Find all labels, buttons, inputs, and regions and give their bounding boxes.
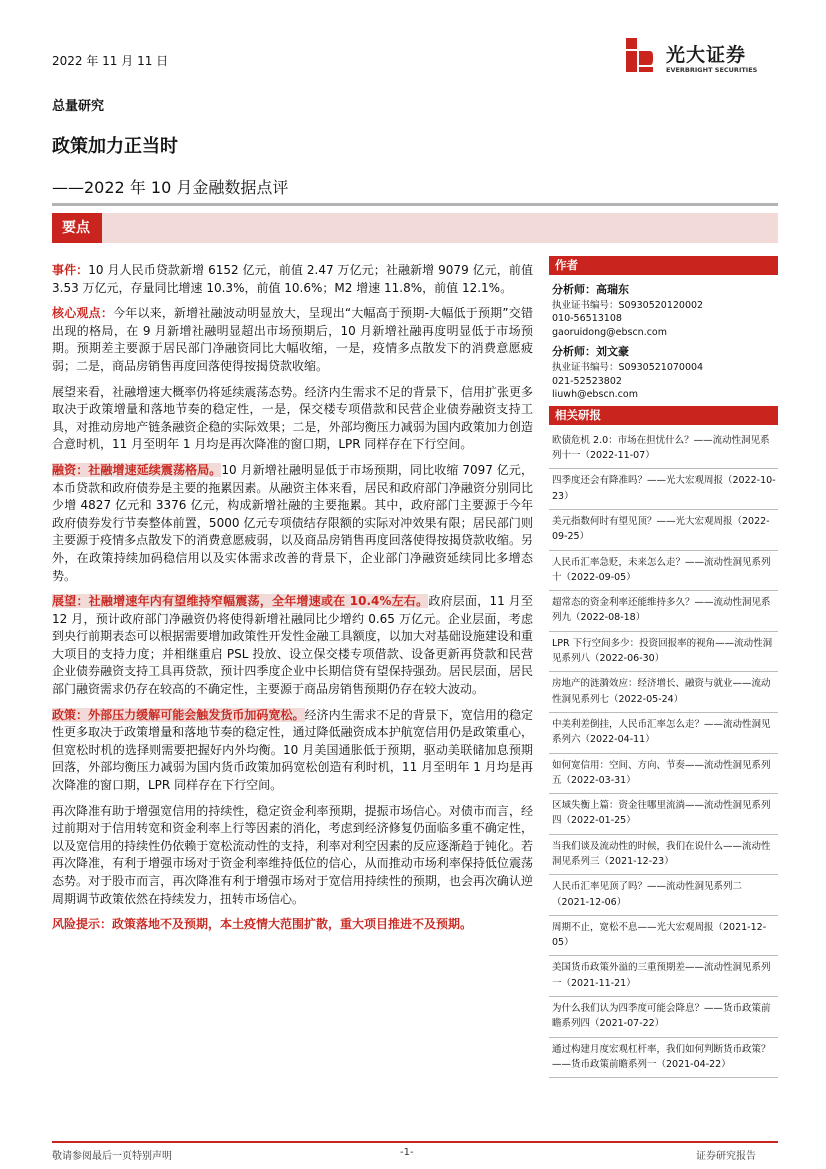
footer-label: 证券研究报告 [696, 1151, 756, 1162]
everbright-logo [624, 38, 784, 78]
analyst-phone: 021-52523802 [552, 375, 622, 387]
footer-divider [52, 1141, 778, 1143]
header-divider [52, 203, 778, 206]
report-subtitle: ——2022 年 10 月金融数据点评 [52, 178, 289, 197]
paragraph-text: 经济内生需求不足的背景下，宽信用的稳定性更多取决于政策增量和落地节奏的稳定性，通过降低融资成本护航宽信用仍是政策重心，但宽松时机的选择则需要把握好内外均衡。10 月美国通胀低于预期，驱动美联储加息预期回落，外部均衡压力减弱为国内货币政策加码宽松创造有利时机，11 月至明年 1 月均是再次降准的窗口期，LPR 同样存在下行空间。 [52, 707, 533, 793]
analyst-card [549, 275, 778, 406]
related-report-item[interactable]: 中美利差倒挂，人民币汇率怎么走？——流动性洞见系列六（2022-04-11） [549, 713, 778, 754]
related-report-item[interactable]: 美元指数何时有望见顶？——光大宏观周报（2022-09-25） [549, 510, 778, 551]
paragraph-label: 展望：社融增速年内有望维持窄幅震荡，全年增速或在 10.4%左右。 [52, 594, 429, 609]
analyst-cert: 执业证书编号：S0930521070004 [552, 361, 704, 373]
paragraph-text: 今年以来，新增社融波动明显放大，呈现出“大幅高于预期-大幅低于预期”交错出现的格局，在 9 月新增社融明显超出市场预期后，10 月新增社融再度明显低于市场预期。预期差主要源于居民部门净融资同比大幅收缩，一是，疫情多点散发下的消费意愿疲弱；二是，商品房销售再度回落使得按揭贷款收缩。 [52, 306, 533, 373]
sidebar [549, 256, 778, 1078]
related-report-item[interactable]: LPR 下行空间多少：投资回报率的视角——流动性洞见系列八（2022-06-30） [549, 632, 778, 673]
paragraph-label: 事件： [52, 263, 89, 277]
logo-text-en: EVERBRIGHT SECURITIES [666, 66, 758, 74]
keypoints-label: 要点 [52, 213, 102, 243]
related-report-item[interactable]: 为什么我们认为四季度可能会降息？——货币政策前瞻系列四（2021-07-22） [549, 997, 778, 1038]
related-report-item[interactable]: 如何宽信用：空间、方向、节奏——流动性洞见系列五（2022-03-31） [549, 754, 778, 795]
analyst-cert: 执业证书编号：S0930520120002 [552, 299, 704, 311]
paragraph-market: 再次降准有助于增强宽信用的持续性，稳定资金利率预期，提振市场信心。对债市而言，经过前期对于信用转宽和资金利率上行等因素的消化，考虑到经济修复仍面临多重不确定性，以及宽信用的持续性仍依赖于宽松流动性的支持，利率对利空因素的反应逐渐趋于钝化。若再次降准，有利于增强市场对于资金利率维持低位的信心，从而推动市场利率保持低位震荡态势。对于股市而言，再次降准有利于增强市场对于宽信用持续性的预期，也会再次确认逆周期调节政策依然在持续发力，扭转市场信心。 [52, 803, 533, 906]
related-report-item[interactable]: 欧债危机 2.0：市场在担忧什么？——流动性洞见系列十一（2022-11-07） [549, 429, 778, 470]
analyst-email[interactable]: gaoruidong@ebscn.com [552, 326, 668, 338]
paragraph-financing [52, 462, 533, 585]
analyst-phone: 010-56513108 [552, 313, 622, 325]
page-number: -1- [400, 1147, 414, 1158]
related-report-item[interactable]: 周期不止，宽松不息——光大宏观周报（2021-12-05） [549, 916, 778, 957]
main-body [52, 262, 533, 942]
paragraph-core-view [52, 305, 533, 375]
related-reports-header: 相关研报 [549, 406, 778, 425]
authors-header: 作者 [549, 256, 778, 275]
analyst-name: 分析师：刘文豪 [552, 345, 629, 359]
report-category: 总量研究 [52, 99, 105, 114]
paragraph-outlook: 展望来看，社融增速大概率仍将延续震荡态势。经济内生需求不足的背景下，信用扩张更多取决于政策增量和落地节奏的稳定性，一是，保交楼专项借款和民营企业债券融资支持工具，对推动房地产链条融资企稳的实际效果；二是，外部均衡压力减弱为国内政策加力创造合意时机，11 月至明年 1 月均是再次降准的窗口期，LPR 同样存在下行空间。 [52, 384, 533, 452]
paragraph-label: 融资：社融增速延续震荡格局。 [52, 462, 222, 477]
related-report-item[interactable]: 房地产的涟漪效应：经济增长、融资与就业——流动性洞见系列七（2022-05-24） [549, 672, 778, 713]
related-reports-list [549, 429, 778, 1079]
paragraph-policy [52, 707, 533, 795]
report-title: 政策加力正当时 [52, 136, 178, 157]
analyst-name: 分析师：高瑞东 [552, 283, 629, 296]
logo-text-cn: 光大证券 [666, 44, 747, 66]
related-report-item[interactable]: 四季度还会有降准吗？——光大宏观周报（2022-10-23） [549, 469, 778, 510]
everbright-logo-mark-icon [624, 38, 654, 72]
paragraph-risk: 风险提示：政策落地不及预期，本土疫情大范围扩散，重大项目推进不及预期。 [52, 917, 473, 932]
related-report-item[interactable]: 通过构建月度宏观杠杆率，我们如何判断货币政策？——货币政策前瞻系列一（2021-04-22） [549, 1038, 778, 1079]
paragraph-text: 10 月人民币贷款新增 6152 亿元，前值 2.47 万亿元；社融新增 9079 亿元，前值 3.53 万亿元，存量同比增速 10.3%，前值 10.6%；M2 增速 11.8%，前值 12.1%。 [52, 263, 533, 295]
paragraph-text: 政府层面，11 月至 12 月，预计政府部门净融资仍将使得新增社融同比少增约 0.65 万亿元。企业层面，考虑到央行前期表态可以根据需要增加政策性开发性金融工具额度，以加大对基础设施建设和重大项目的支持力度；并相继重启 PSL 投放、设立保交楼专项借款、设备更新再贷款和民营企业债券融资支持工具再贷款，预计四季度企业中长期信贷有望保持强劲。居民层面，居民部门融资需求仍存在较高的不确定性，主要源于商品房销售预期仍存在较大波动。 [52, 594, 534, 697]
related-report-item[interactable]: 人民币汇率急贬，未来怎么走？——流动性洞见系列十（2022-09-05） [549, 551, 778, 592]
paragraph-forecast [52, 593, 533, 699]
keypoints-bar [52, 213, 778, 243]
analyst-email[interactable]: liuwh@ebscn.com [552, 389, 638, 401]
paragraph-label: 政策：外部压力缓解可能会触发货币加码宽松。 [52, 707, 305, 722]
paragraph-label: 核心观点： [52, 306, 114, 321]
footer-disclaimer[interactable]: 敬请参阅最后一页特别声明 [52, 1151, 172, 1162]
related-report-item[interactable]: 超常态的资金利率还能维持多久？——流动性洞见系列九（2022-08-18） [549, 591, 778, 632]
paragraph-text: 10 月新增社融明显低于市场预期，同比收缩 7097 亿元，本币贷款和政府债券是主要的拖累因素。从融资主体来看，居民和政府部门净融资分别同比少增 4827 亿元和 3376 亿元，构成新增社融的主要拖累。其中，政府部门主要源于今年政府债券发行节奏整体前置，5000 亿元专项债结存限额的实际对冲效果有限；居民部门则主要源于疫情多点散发下的消费意愿疲弱，以及商品房销售再度回落使得按揭贷款收缩。另外，在政策持续加码稳信用以及实体需求改善的背景下，企业部门净融资延续同比多增态势。 [52, 462, 533, 583]
related-report-item[interactable]: 区域失衡上篇：资金往哪里流淌——流动性洞见系列四（2022-01-25） [549, 794, 778, 835]
paragraph-event [52, 262, 533, 297]
report-date: 2022 年 11 月 11 日 [52, 54, 169, 68]
related-report-item[interactable]: 美国货币政策外溢的三重预期差——流动性洞见系列一（2021-11-21） [549, 956, 778, 997]
related-report-item[interactable]: 当我们谈及流动性的时候，我们在说什么——流动性洞见系列三（2021-12-23） [549, 835, 778, 876]
related-report-item[interactable]: 人民币汇率见顶了吗？——流动性洞见系列二（2021-12-06） [549, 875, 778, 916]
